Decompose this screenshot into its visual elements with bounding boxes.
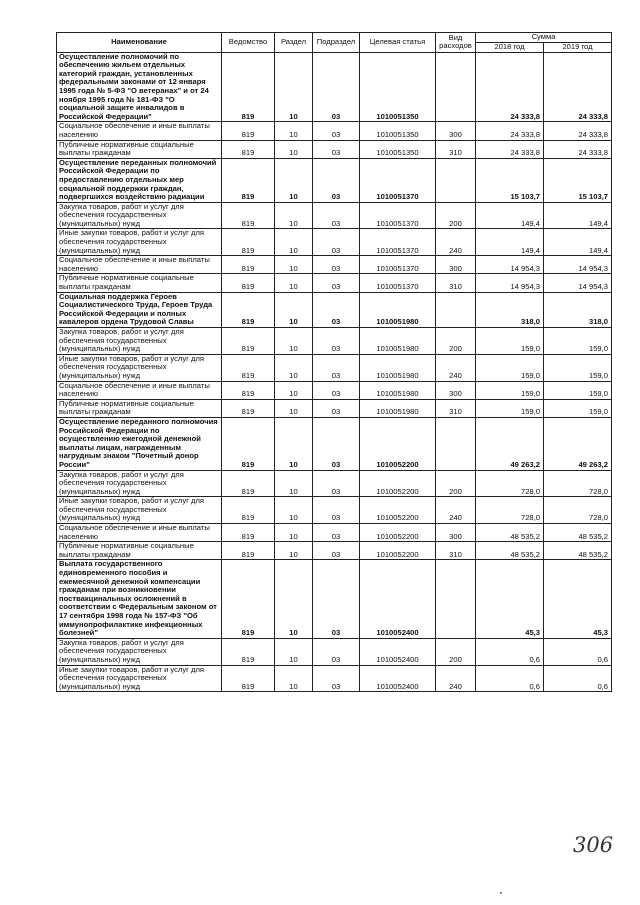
table-row (57, 229, 612, 256)
row-target: 1010052400 (360, 638, 436, 665)
row-podrazdel: 03 (313, 665, 360, 692)
row-razdel: 10 (275, 497, 313, 524)
row-razdel: 10 (275, 354, 313, 381)
row-sum-2019: 149,4 (544, 202, 612, 229)
row-sum-2018: 0,6 (476, 638, 544, 665)
table-row (57, 524, 612, 542)
header-2019: 2019 год (544, 42, 612, 52)
row-sum-2019: 49 263,2 (544, 417, 612, 470)
row-razdel: 10 (275, 665, 313, 692)
row-name: Закупка товаров, работ и услуг для обеспечения государственных (муниципальных) нужд (57, 638, 222, 665)
row-vedomstvo: 819 (222, 328, 275, 355)
row-razdel: 10 (275, 292, 313, 327)
row-razdel: 10 (275, 202, 313, 229)
row-vedomstvo: 819 (222, 560, 275, 638)
row-vedomstvo: 819 (222, 665, 275, 692)
row-sum-2019: 14 954,3 (544, 256, 612, 274)
table-row (57, 292, 612, 327)
header-podrazdel: Подраздел (313, 33, 360, 53)
row-vid (436, 158, 476, 202)
row-sum-2018: 24 333,8 (476, 140, 544, 158)
table-row (57, 52, 612, 122)
row-sum-2018: 149,4 (476, 229, 544, 256)
table-body (57, 52, 612, 692)
row-name: Публичные нормативные социальные выплаты гражданам (57, 140, 222, 158)
row-sum-2018: 48 535,2 (476, 542, 544, 560)
row-vid (436, 292, 476, 327)
table-row (57, 140, 612, 158)
row-razdel: 10 (275, 470, 313, 497)
row-vedomstvo: 819 (222, 638, 275, 665)
row-vid: 240 (436, 665, 476, 692)
row-vid: 310 (436, 140, 476, 158)
row-podrazdel: 03 (313, 122, 360, 140)
row-name: Осуществление переданного полномочия Российской Федерации по осуществлению ежегодной денежной выплаты лицам, награжденным нагрудным знаком "Почетный донор России" (57, 417, 222, 470)
row-vedomstvo: 819 (222, 274, 275, 292)
row-razdel: 10 (275, 274, 313, 292)
row-sum-2019: 0,6 (544, 665, 612, 692)
table-row (57, 638, 612, 665)
row-sum-2018: 24 333,8 (476, 122, 544, 140)
row-vid: 240 (436, 497, 476, 524)
row-sum-2018: 14 954,3 (476, 274, 544, 292)
row-target: 1010051980 (360, 328, 436, 355)
row-sum-2019: 48 535,2 (544, 542, 612, 560)
row-sum-2019: 24 333,8 (544, 52, 612, 122)
row-razdel: 10 (275, 381, 313, 399)
scan-speck (500, 892, 502, 894)
row-name: Закупка товаров, работ и услуг для обеспечения государственных (муниципальных) нужд (57, 328, 222, 355)
table-row (57, 417, 612, 470)
row-razdel: 10 (275, 256, 313, 274)
row-name: Осуществление переданных полномочий Российской Федерации по предоставлению отдельных мер социальной поддержки граждан, подвергшихся воздействию радиации (57, 158, 222, 202)
header-razdel: Раздел (275, 33, 313, 53)
row-target: 1010052200 (360, 470, 436, 497)
row-vedomstvo: 819 (222, 381, 275, 399)
row-sum-2019: 24 333,8 (544, 122, 612, 140)
row-razdel: 10 (275, 524, 313, 542)
row-vedomstvo: 819 (222, 256, 275, 274)
row-sum-2018: 728,0 (476, 470, 544, 497)
row-vid: 200 (436, 470, 476, 497)
row-sum-2018: 318,0 (476, 292, 544, 327)
row-vid: 310 (436, 399, 476, 417)
table-row (57, 202, 612, 229)
row-target: 1010051980 (360, 381, 436, 399)
table-row (57, 665, 612, 692)
row-podrazdel: 03 (313, 497, 360, 524)
row-podrazdel: 03 (313, 52, 360, 122)
row-sum-2019: 728,0 (544, 470, 612, 497)
row-sum-2018: 159,0 (476, 399, 544, 417)
row-vid: 300 (436, 524, 476, 542)
row-razdel: 10 (275, 560, 313, 638)
row-podrazdel: 03 (313, 560, 360, 638)
row-vedomstvo: 819 (222, 470, 275, 497)
row-target: 1010052400 (360, 665, 436, 692)
row-sum-2019: 0,6 (544, 638, 612, 665)
row-podrazdel: 03 (313, 202, 360, 229)
page-number: 306 (573, 833, 614, 857)
row-target: 1010051350 (360, 122, 436, 140)
row-vedomstvo: 819 (222, 158, 275, 202)
row-vid (436, 52, 476, 122)
budget-document-page (56, 32, 611, 692)
header-vedomstvo: Ведомство (222, 33, 275, 53)
row-target: 1010052200 (360, 524, 436, 542)
row-vid (436, 417, 476, 470)
row-sum-2019: 14 954,3 (544, 274, 612, 292)
row-sum-2019: 728,0 (544, 497, 612, 524)
row-sum-2019: 48 535,2 (544, 524, 612, 542)
row-target: 1010052400 (360, 560, 436, 638)
row-vedomstvo: 819 (222, 497, 275, 524)
row-razdel: 10 (275, 140, 313, 158)
row-target: 1010051980 (360, 292, 436, 327)
row-vedomstvo: 819 (222, 292, 275, 327)
row-vedomstvo: 819 (222, 202, 275, 229)
row-sum-2019: 159,0 (544, 328, 612, 355)
row-podrazdel: 03 (313, 417, 360, 470)
row-name: Закупка товаров, работ и услуг для обеспечения государственных (муниципальных) нужд (57, 470, 222, 497)
row-sum-2019: 45,3 (544, 560, 612, 638)
row-sum-2018: 45,3 (476, 560, 544, 638)
row-name: Осуществление полномочий по обеспечению жильем отдельных категорий граждан, установленных федеральными законами от 12 января 1995 года № 5-ФЗ "О ветеранах" и от 24 ноября 1995 года № 181-ФЗ "О социальной защите инвалидов в Российской Федерации" (57, 52, 222, 122)
row-vid (436, 560, 476, 638)
row-vedomstvo: 819 (222, 229, 275, 256)
row-sum-2018: 149,4 (476, 202, 544, 229)
row-target: 1010051350 (360, 52, 436, 122)
row-name: Иные закупки товаров, работ и услуг для обеспечения государственных (муниципальных) нужд (57, 665, 222, 692)
row-podrazdel: 03 (313, 328, 360, 355)
row-name: Иные закупки товаров, работ и услуг для обеспечения государственных (муниципальных) нужд (57, 354, 222, 381)
row-vid: 310 (436, 274, 476, 292)
row-name: Иные закупки товаров, работ и услуг для обеспечения государственных (муниципальных) нужд (57, 497, 222, 524)
row-sum-2018: 159,0 (476, 328, 544, 355)
row-razdel: 10 (275, 417, 313, 470)
row-podrazdel: 03 (313, 256, 360, 274)
row-sum-2018: 0,6 (476, 665, 544, 692)
row-vid: 300 (436, 256, 476, 274)
header-2018: 2018 год (476, 42, 544, 52)
row-name: Социальная поддержка Героев Социалистического Труда, Героев Труда Российской Федерации и полных кавалеров ордена Трудовой Славы (57, 292, 222, 327)
row-vid: 200 (436, 328, 476, 355)
row-podrazdel: 03 (313, 399, 360, 417)
table-row (57, 399, 612, 417)
table-row (57, 497, 612, 524)
row-name: Социальное обеспечение и иные выплаты населению (57, 381, 222, 399)
row-target: 1010051370 (360, 256, 436, 274)
table-row (57, 381, 612, 399)
row-podrazdel: 03 (313, 274, 360, 292)
row-vedomstvo: 819 (222, 399, 275, 417)
row-name: Публичные нормативные социальные выплаты гражданам (57, 274, 222, 292)
table-row (57, 542, 612, 560)
row-target: 1010051980 (360, 399, 436, 417)
row-sum-2019: 24 333,8 (544, 140, 612, 158)
row-podrazdel: 03 (313, 140, 360, 158)
row-target: 1010052200 (360, 417, 436, 470)
row-sum-2018: 728,0 (476, 497, 544, 524)
row-razdel: 10 (275, 122, 313, 140)
row-name: Закупка товаров, работ и услуг для обеспечения государственных (муниципальных) нужд (57, 202, 222, 229)
row-podrazdel: 03 (313, 229, 360, 256)
row-vedomstvo: 819 (222, 52, 275, 122)
table-row (57, 122, 612, 140)
table-row (57, 158, 612, 202)
row-sum-2018: 159,0 (476, 354, 544, 381)
row-sum-2019: 159,0 (544, 354, 612, 381)
row-vedomstvo: 819 (222, 417, 275, 470)
row-podrazdel: 03 (313, 542, 360, 560)
row-podrazdel: 03 (313, 381, 360, 399)
row-target: 1010051370 (360, 202, 436, 229)
row-podrazdel: 03 (313, 470, 360, 497)
row-vedomstvo: 819 (222, 354, 275, 381)
row-name: Публичные нормативные социальные выплаты гражданам (57, 542, 222, 560)
row-sum-2019: 149,4 (544, 229, 612, 256)
header-name: Наименование (57, 33, 222, 53)
row-podrazdel: 03 (313, 354, 360, 381)
row-vedomstvo: 819 (222, 122, 275, 140)
row-sum-2019: 159,0 (544, 381, 612, 399)
table-row (57, 256, 612, 274)
row-vid: 240 (436, 354, 476, 381)
row-vid: 240 (436, 229, 476, 256)
row-vid: 200 (436, 202, 476, 229)
row-target: 1010051980 (360, 354, 436, 381)
row-sum-2018: 48 535,2 (476, 524, 544, 542)
row-razdel: 10 (275, 229, 313, 256)
row-razdel: 10 (275, 158, 313, 202)
row-target: 1010051370 (360, 274, 436, 292)
row-vedomstvo: 819 (222, 524, 275, 542)
header-vid: Вид расходов (436, 33, 476, 53)
row-razdel: 10 (275, 638, 313, 665)
table-row (57, 328, 612, 355)
header-summa: Сумма (476, 33, 612, 43)
header-target: Целевая статья (360, 33, 436, 53)
row-vid: 310 (436, 542, 476, 560)
row-name: Выплата государственного единовременного пособия и ежемесячной денежной компенсации гражданам при возникновении поствакцинальных осложнений в соответствии с Федеральным законом от 17 сентября 1998 года № 157-ФЗ "Об иммунопрофилактике инфекционных болезней" (57, 560, 222, 638)
row-podrazdel: 03 (313, 638, 360, 665)
table-row (57, 470, 612, 497)
row-sum-2018: 14 954,3 (476, 256, 544, 274)
row-podrazdel: 03 (313, 158, 360, 202)
table-row (57, 354, 612, 381)
row-name: Публичные нормативные социальные выплаты гражданам (57, 399, 222, 417)
row-sum-2019: 318,0 (544, 292, 612, 327)
row-razdel: 10 (275, 328, 313, 355)
row-sum-2018: 49 263,2 (476, 417, 544, 470)
row-vid: 200 (436, 638, 476, 665)
row-target: 1010051370 (360, 229, 436, 256)
table-row (57, 560, 612, 638)
row-podrazdel: 03 (313, 524, 360, 542)
row-vedomstvo: 819 (222, 542, 275, 560)
row-name: Социальное обеспечение и иные выплаты населению (57, 122, 222, 140)
row-sum-2018: 15 103,7 (476, 158, 544, 202)
row-razdel: 10 (275, 542, 313, 560)
row-name: Социальное обеспечение и иные выплаты населению (57, 524, 222, 542)
row-sum-2018: 159,0 (476, 381, 544, 399)
row-razdel: 10 (275, 52, 313, 122)
row-target: 1010052200 (360, 497, 436, 524)
row-sum-2019: 159,0 (544, 399, 612, 417)
budget-table (56, 32, 612, 692)
row-podrazdel: 03 (313, 292, 360, 327)
row-name: Социальное обеспечение и иные выплаты населению (57, 256, 222, 274)
row-vid: 300 (436, 122, 476, 140)
table-row (57, 274, 612, 292)
row-name: Иные закупки товаров, работ и услуг для обеспечения государственных (муниципальных) нужд (57, 229, 222, 256)
row-vedomstvo: 819 (222, 140, 275, 158)
row-target: 1010051370 (360, 158, 436, 202)
row-target: 1010051350 (360, 140, 436, 158)
row-target: 1010052200 (360, 542, 436, 560)
row-sum-2018: 24 333,8 (476, 52, 544, 122)
row-razdel: 10 (275, 399, 313, 417)
row-sum-2019: 15 103,7 (544, 158, 612, 202)
row-vid: 300 (436, 381, 476, 399)
